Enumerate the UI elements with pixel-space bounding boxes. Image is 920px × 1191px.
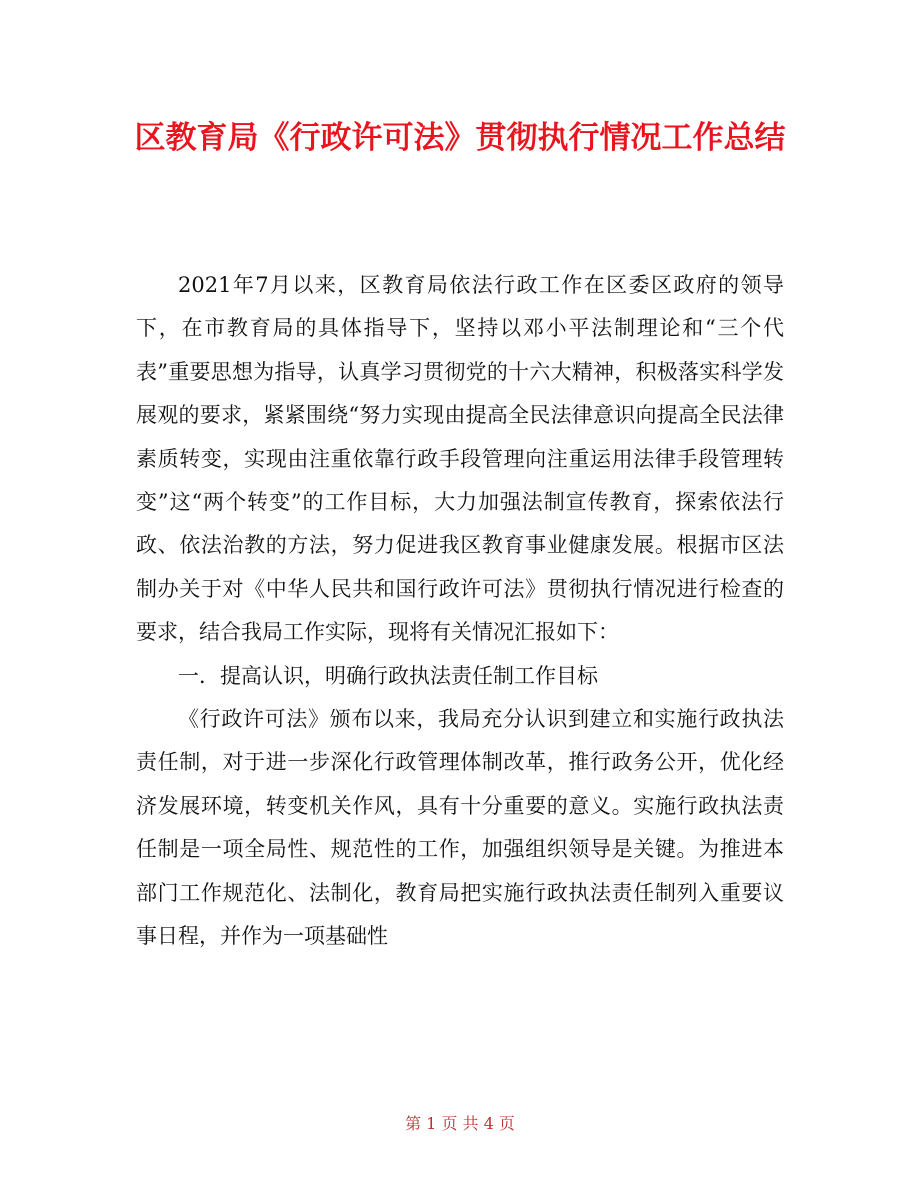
- body-paragraph: 《行政许可法》颁布以来，我局充分认识到建立和实施行政执法责任制，对于进一步深化行政管理体制改革，推行政务公开，优化经济发展环境，转变机关作风，具有十分重要的意义。实施行政执法责任制是一项全局性、规范性的工作，加强组织领导是关键。为推进本部门工作规范化、法制化，教育局把实施行政执法责任制列入重要议事日程，并作为一项基础性: [136, 707, 784, 949]
- body-paragraph: 2021年7月以来，区教育局依法行政工作在区委区政府的领导下，在市教育局的具体指导下，坚持以邓小平法制理论和“三个代表”重要思想为指导，认真学习贯彻党的十六大精神，积极落实科学发展观的要求，紧紧围绕“努力实现由提高全民法律意识向提高全民法律素质转变，实现由注重依靠行政手段管理向注重运用法律手段管理转变”这“两个转变”的工作目标，大力加强法制宣传教育，探索依法行政、依法治教的方法，努力促进我区教育事业健康发展。根据市区法制办关于对《中华人民共和国行政许可法》贯彻执行情况进行检查的要求，结合我局工作实际，现将有关情况汇报如下：: [136, 273, 784, 645]
- section-heading: 一．提高认识，明确行政执法责任制工作目标: [178, 663, 598, 688]
- page-number: 第 1 页 共 4 页: [405, 1114, 515, 1133]
- document-title: 区教育局《行政许可法》贯彻执行情况工作总结: [134, 120, 786, 156]
- document-body: [136, 264, 784, 959]
